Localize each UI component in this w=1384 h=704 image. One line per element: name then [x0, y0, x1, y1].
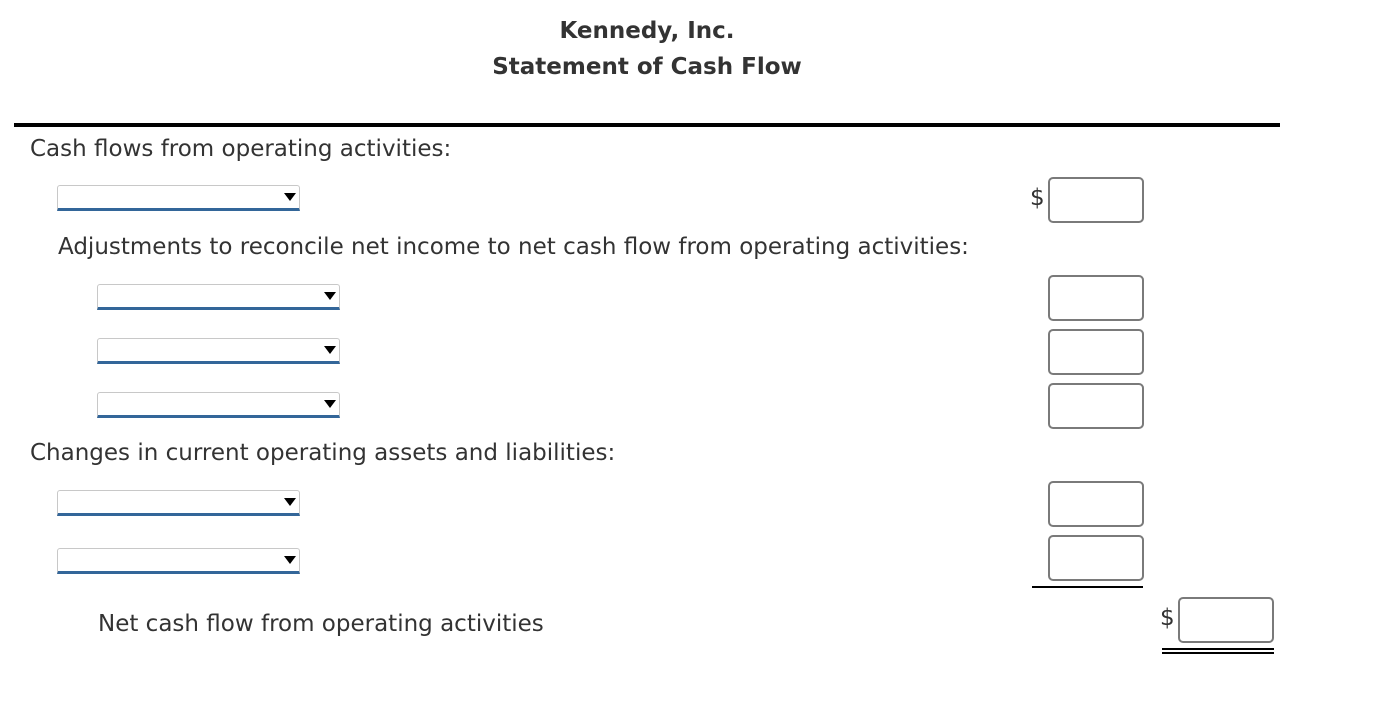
change-1-amount-input[interactable]: [1048, 481, 1144, 527]
chevron-down-icon: [324, 292, 336, 300]
header-rule: [14, 123, 1280, 127]
chevron-down-icon: [324, 346, 336, 354]
dollar-sign: $: [1160, 605, 1175, 631]
total-double-rule-top: [1162, 648, 1274, 650]
adjustment-1-dropdown[interactable]: [97, 284, 340, 310]
adjustment-2-dropdown[interactable]: [97, 338, 340, 364]
change-1-dropdown[interactable]: [57, 490, 300, 516]
adjustments-heading: Adjustments to reconcile net income to net cash flow from operating activities:: [58, 234, 969, 260]
chevron-down-icon: [284, 498, 296, 506]
net-income-amount-input[interactable]: [1048, 177, 1144, 223]
total-double-rule-bottom: [1162, 652, 1274, 654]
operating-activities-heading: Cash flows from operating activities:: [30, 136, 452, 162]
dollar-sign: $: [1030, 185, 1045, 211]
net-cash-flow-label: Net cash flow from operating activities: [98, 611, 544, 637]
company-name: Kennedy, Inc.: [559, 18, 735, 44]
adjustment-3-amount-input[interactable]: [1048, 383, 1144, 429]
chevron-down-icon: [284, 556, 296, 564]
subtotal-rule: [1032, 586, 1143, 588]
chevron-down-icon: [324, 400, 336, 408]
chevron-down-icon: [284, 193, 296, 201]
statement-title: Statement of Cash Flow: [492, 54, 802, 80]
adjustment-3-dropdown[interactable]: [97, 392, 340, 418]
net-income-dropdown[interactable]: [57, 185, 300, 211]
changes-heading: Changes in current operating assets and liabilities:: [30, 440, 616, 466]
adjustment-2-amount-input[interactable]: [1048, 329, 1144, 375]
net-cash-flow-total-input[interactable]: [1178, 597, 1274, 643]
change-2-amount-input[interactable]: [1048, 535, 1144, 581]
adjustment-1-amount-input[interactable]: [1048, 275, 1144, 321]
change-2-dropdown[interactable]: [57, 548, 300, 574]
